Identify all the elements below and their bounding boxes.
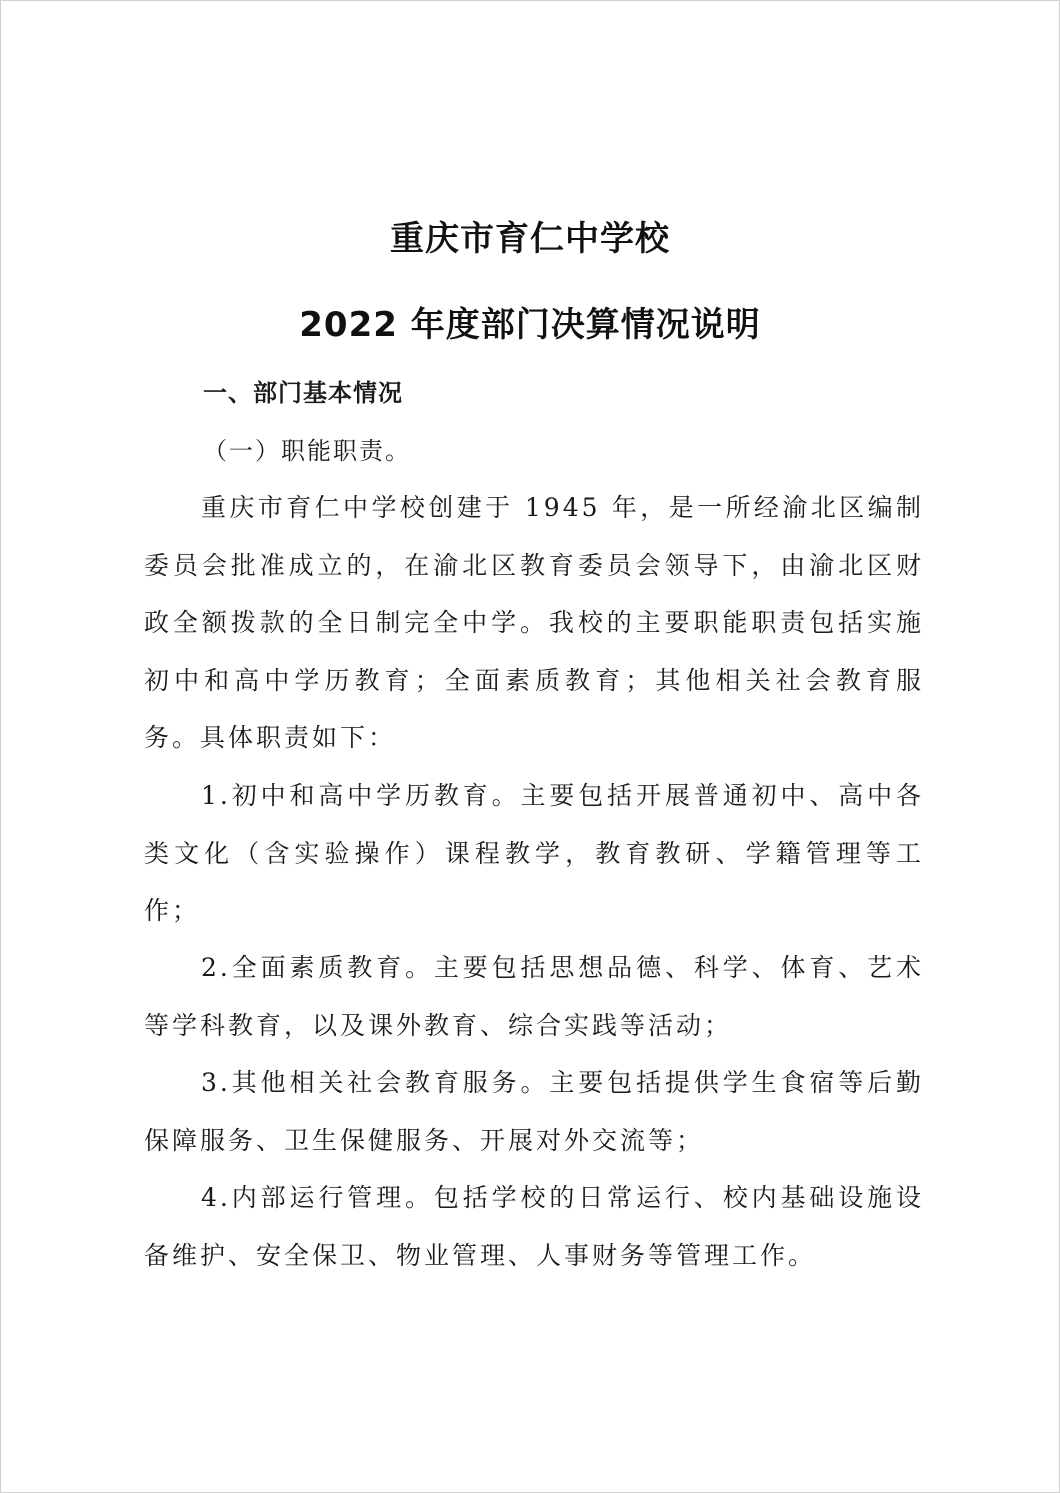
paragraph-duty-4: 4.内部运行管理。包括学校的日常运行、校内基础设施设备维护、安全保卫、物业管理、人事财务等管理工作。 <box>144 1183 924 1270</box>
paragraph-duty-2: 2.全面素质教育。主要包括思想品德、科学、体育、艺术等学科教育，以及课外教育、综合实践等活动； <box>144 953 924 1040</box>
section-heading: 一、部门基本情况 <box>203 379 403 407</box>
paragraph-duty-3: 3.其他相关社会教育服务。主要包括提供学生食宿等后勤保障服务、卫生保健服务、开展对外交流等； <box>144 1068 924 1155</box>
document-title-line-2: 2022 年度部门决算情况说明 <box>299 305 761 345</box>
paragraph-duty-1: 1.初中和高中学历教育。主要包括开展普通初中、高中各类文化（含实验操作）课程教学，教育教研、学籍管理等工作； <box>144 781 924 925</box>
subsection-heading: （一）职能职责。 <box>203 437 411 465</box>
paragraph-intro: 重庆市育仁中学校创建于 1945 年，是一所经渝北区编制委员会批准成立的，在渝北区教育委员会领导下，由渝北区财政全额拨款的全日制完全中学。我校的主要职能职责包括实施初中和高中学历教育；全面素质教育；其他相关社会教育服务。具体职责如下： <box>144 493 924 752</box>
document-title-line-1: 重庆市育仁中学校 <box>390 219 670 259</box>
